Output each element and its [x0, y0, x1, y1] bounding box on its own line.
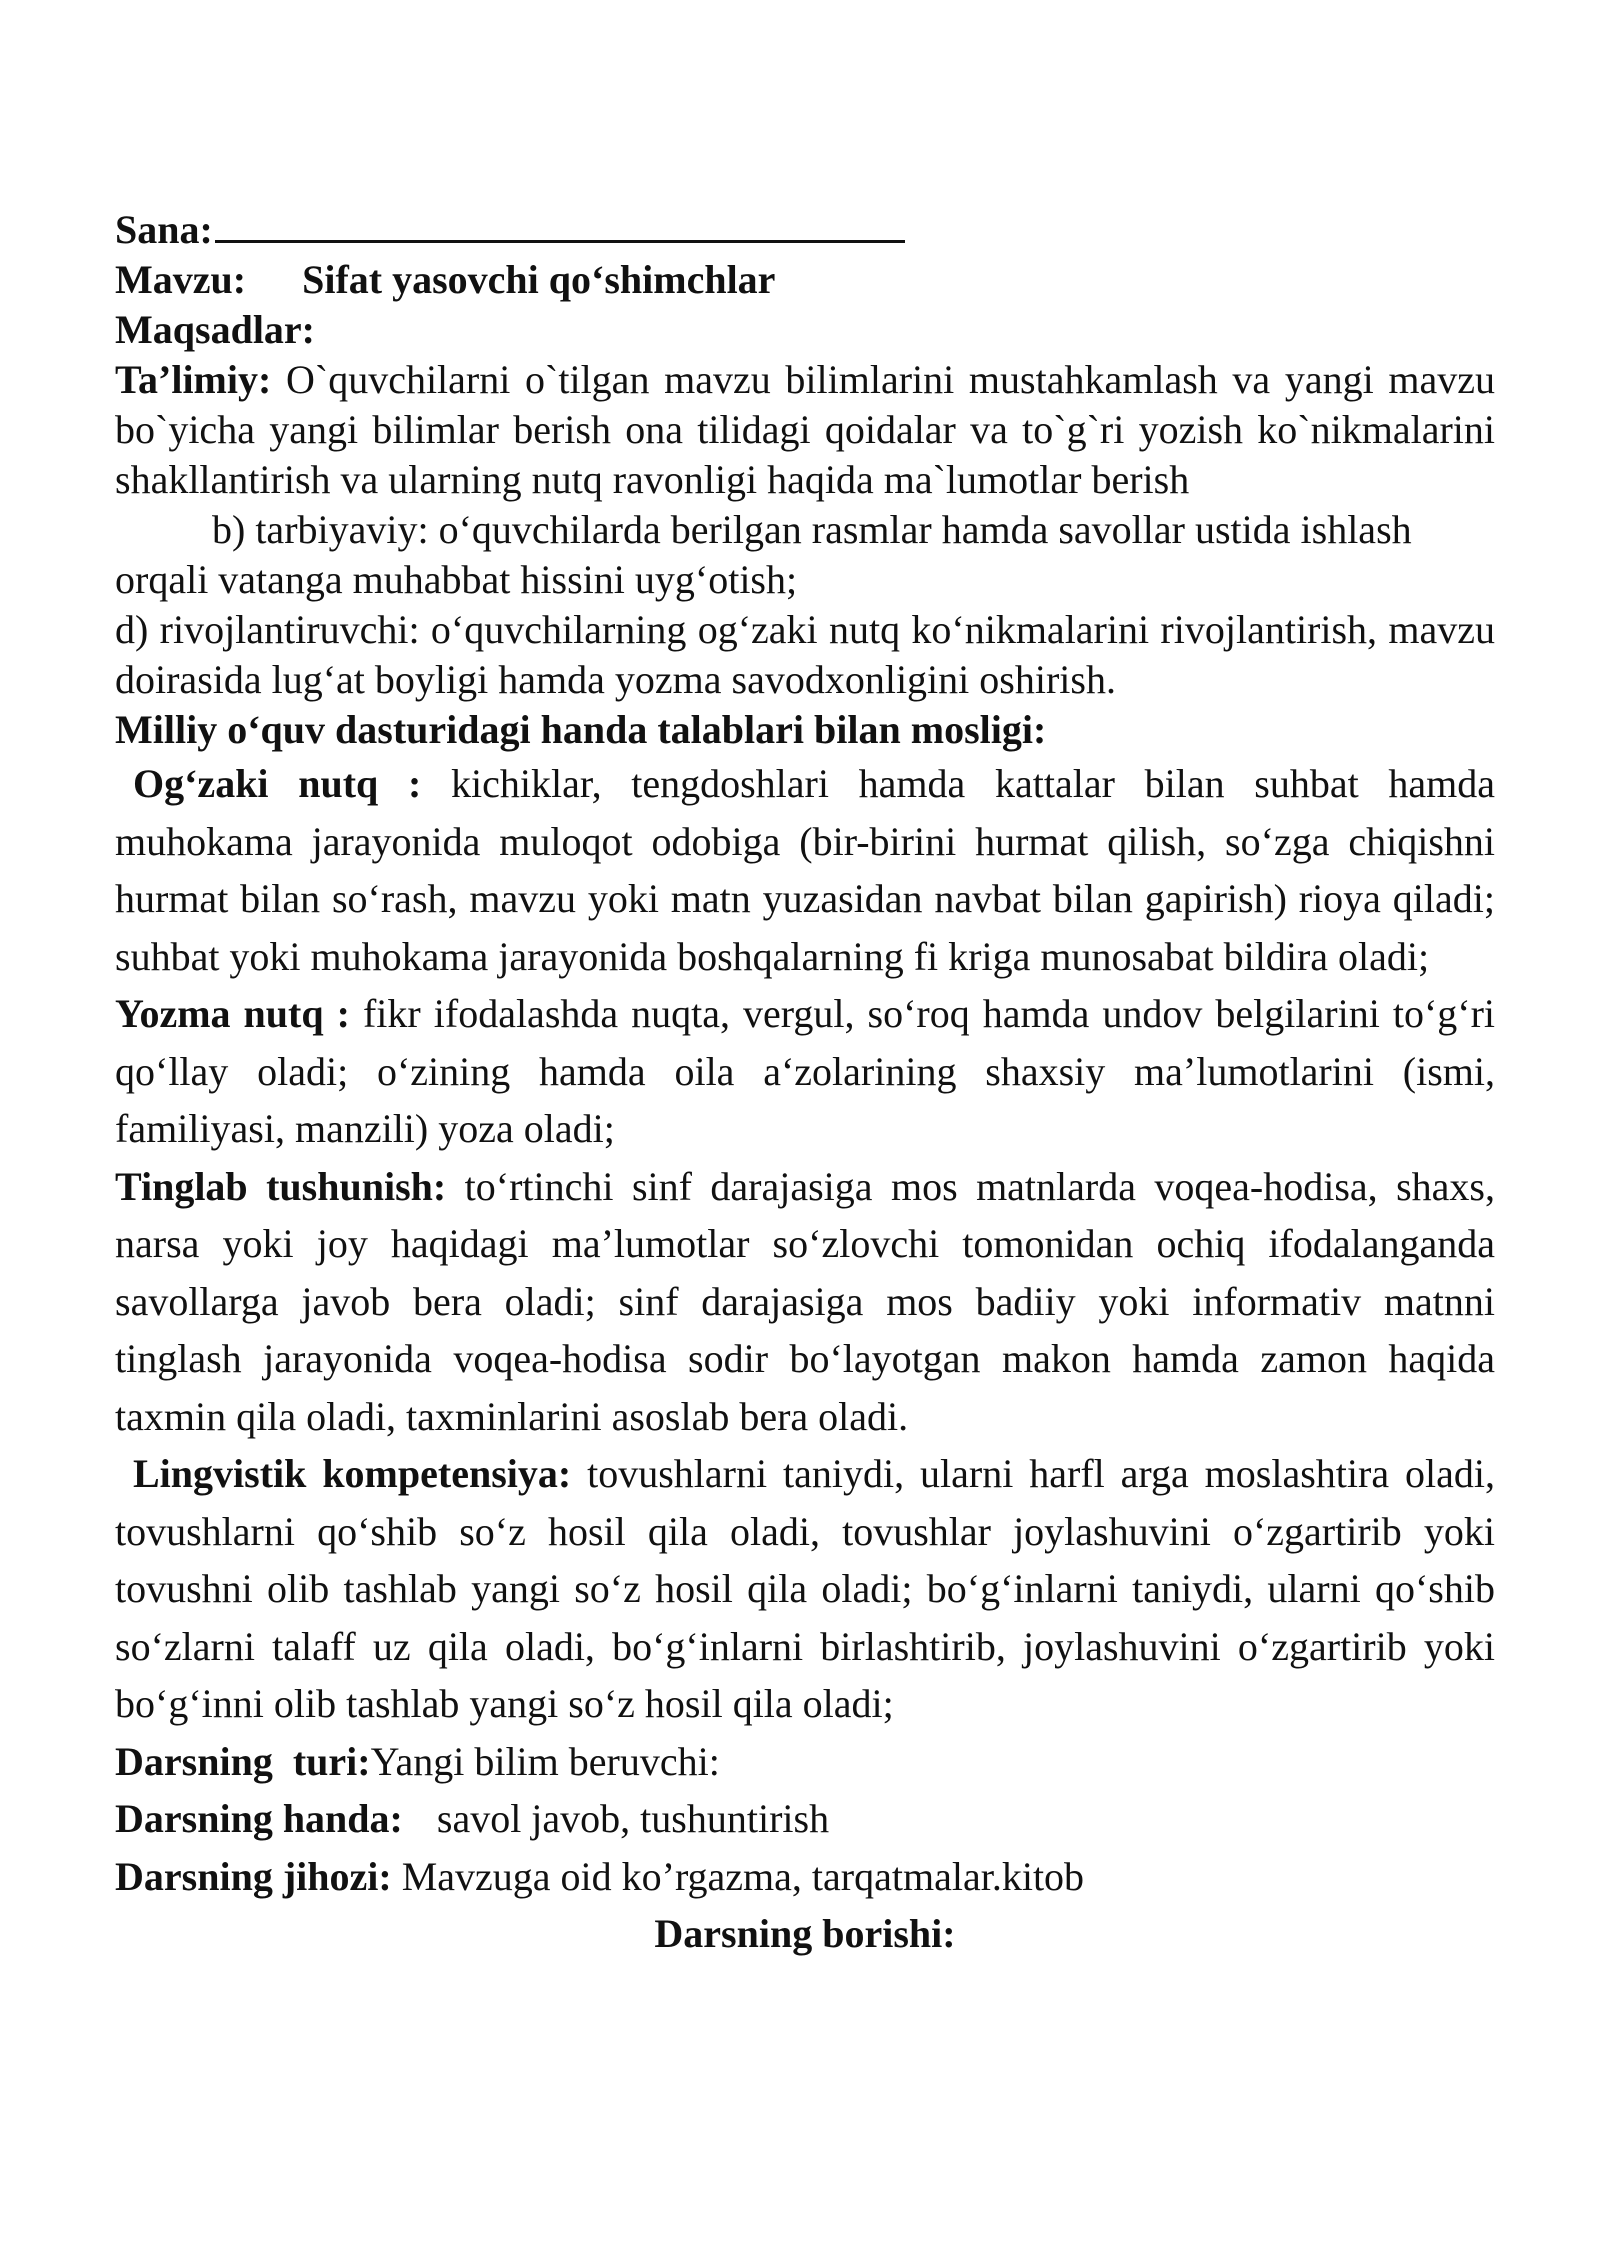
written-speech-text: fikr ifodalashda nuqta, vergul, so‘roq hamda undov belgilarini to‘g‘ri qo‘llay oladi; o‘zining hamda oila a‘zolarining shaxsiy ma’lumotlarini (ismi, familiyasi, manzili) yoza oladi;	[115, 991, 1496, 1151]
standards-heading: Milliy o‘quv dasturidagi handa talablari bilan mosligi:	[115, 707, 1047, 752]
header-block	[115, 205, 1495, 355]
goals-block	[115, 355, 1495, 755]
lesson-equipment-label: Darsning jihozi:	[115, 1853, 392, 1899]
lesson-type-value: Yangi bilim beruvchi:	[370, 1738, 720, 1784]
listening-text: to‘rtinchi sinf darajasiga mos matnlarda voqea-hodisa, shaxs, narsa yoki joy haqidagi ma’lumotlar so‘zlovchi tomonidan ochiq ifodalanganda savollarga javob bera oladi; sinf darajasiga mos badiiy yoki informativ matnni tinglash jarayonida voqea-hodisa sodir bo‘layotgan makon hamda zamon haqida taxmin qila oladi, taxminlarini asoslab bera oladi.	[115, 1163, 1495, 1439]
topic-value: Sifat yasovchi qo‘shimchlar	[302, 257, 776, 302]
lesson-equipment-value: Mavzuga oid ko’rgazma, tarqatmalar.kitob	[401, 1853, 1085, 1899]
lesson-plan-page	[115, 205, 1495, 1963]
developmental-goal: d) rivojlantiruvchi: o‘quvchilarning og‘zaki nutq ko‘nikmalarini rivojlantirish, mavzu doirasida lug‘at boyligi hamda yozma savodxonligini oshirish.	[115, 607, 1495, 702]
lesson-type-row	[115, 1733, 1495, 1791]
lesson-equipment-row	[115, 1848, 1495, 1906]
oral-speech-label: Og‘zaki nutq :	[133, 761, 422, 806]
oral-speech-paragraph	[115, 755, 1495, 985]
educational-label: Ta’limiy:	[115, 357, 272, 402]
listening-label: Tinglab tushunish:	[115, 1163, 447, 1209]
date-blank-line	[215, 206, 905, 243]
linguistic-paragraph	[115, 1445, 1495, 1733]
upbringing-goal: b) tarbiyaviy: o‘quvchilarda berilgan rasmlar hamda savollar ustida ishlash orqali vatanga muhabbat hissini uyg‘otish;	[115, 507, 1412, 602]
written-speech-label: Yozma nutq :	[115, 991, 350, 1036]
lesson-method-label: Darsning handa:	[115, 1796, 403, 1841]
listening-paragraph	[115, 1158, 1495, 1446]
lesson-progress-heading: Darsning borishi:	[654, 1911, 956, 1956]
date-label: Sana:	[115, 207, 213, 252]
topic-label: Mavzu:	[115, 257, 247, 302]
topic-row	[115, 255, 1495, 305]
goals-label: Maqsadlar:	[115, 307, 315, 352]
date-row	[115, 205, 1495, 255]
lesson-method-value: savol javob, tushuntirish	[436, 1796, 830, 1841]
lesson-type-label: Darsning turi:	[115, 1738, 371, 1784]
educational-text: O`quvchilarni o`tilgan mavzu bilimlarini mustahkamlash va yangi mavzu bo`yicha yangi bilimlar berish ona tilidagi qoidalar va to`g`ri yozish ko`nikmalarini shakllantirish va ularning nutq ravonligi haqida ma`lumotlar berish	[115, 357, 1495, 502]
educational-goal	[115, 355, 1495, 505]
lesson-method-row	[115, 1790, 1495, 1848]
written-speech-paragraph	[115, 985, 1495, 1158]
linguistic-label: Lingvistik kompetensiya:	[133, 1451, 572, 1496]
standards-block	[115, 755, 1495, 1963]
linguistic-text: tovushlarni taniydi, ularni harfl arga moslashtira oladi, tovushlarni qo‘shib so‘z hosil qila oladi, tovushlar joylashuvini o‘zgartirib yoki tovushni olib tashlab yangi so‘z hosil qila oladi; bo‘g‘inlarni taniydi, ularni qo‘shib so‘zlarni talaff uz qila oladi, bo‘g‘inlarni birlashtirib, joylashuvini o‘zgartirib yoki bo‘g‘inni olib tashlab yangi so‘z hosil qila oladi;	[115, 1451, 1495, 1726]
oral-speech-text: kichiklar, tengdoshlari hamda kattalar bilan suhbat hamda muhokama jarayonida muloqot odobiga (bir-birini hurmat qilish, so‘zga chiqishni hurmat bilan so‘rash, mavzu yoki matn yuzasidan navbat bilan gapirish) rioya qiladi; suhbat yoki muhokama jarayonida boshqalarning fi kriga munosabat bildira oladi;	[115, 761, 1495, 979]
